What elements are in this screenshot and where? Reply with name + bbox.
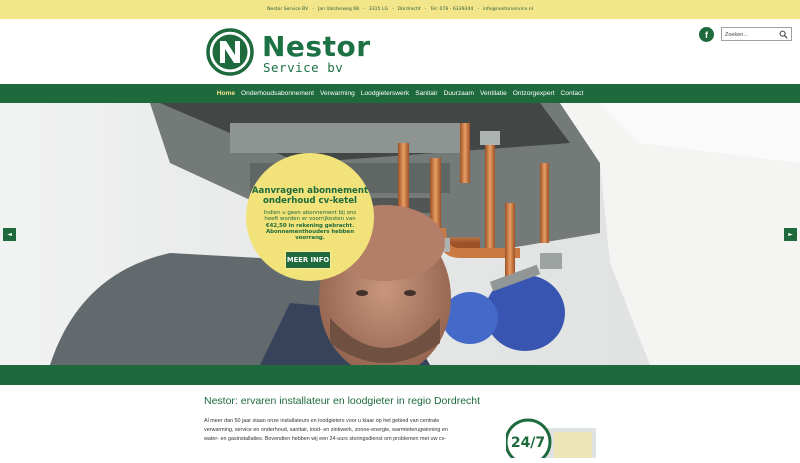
promo-title-line-2: onderhoud cv-ketel xyxy=(263,196,357,206)
brand-name[interactable]: Nestor xyxy=(262,30,371,63)
promo-circle xyxy=(246,153,374,281)
meer-info-button[interactable]: MEER INFO xyxy=(285,251,331,269)
brand-subtitle: Service bv xyxy=(263,60,344,75)
slider-prev-icon: ◄ xyxy=(7,231,12,238)
nav-item-ventilatie[interactable]: Ventilatie xyxy=(480,90,507,97)
promo-text-line-5: voorrang. xyxy=(295,235,325,242)
nav-item-contact[interactable]: Contact xyxy=(560,90,584,97)
search-box xyxy=(721,27,792,41)
promo-title xyxy=(246,186,374,206)
topbar-street: Jan Valsterweg 68 xyxy=(317,7,360,12)
hero-image xyxy=(0,103,800,365)
promo-text-line-3: €42,50 in rekening gebracht. xyxy=(265,222,355,229)
service-247-badge xyxy=(506,418,596,458)
slider-next-button[interactable] xyxy=(784,228,797,241)
slider-next-icon: ► xyxy=(788,231,793,238)
topbar-separator: - xyxy=(477,7,479,12)
promo-text xyxy=(260,210,360,241)
facebook-letter: f xyxy=(705,29,708,40)
page-title: Nestor: ervaren installateur en loodgieter in regio Dordrecht xyxy=(204,395,481,407)
facebook-icon[interactable] xyxy=(699,27,714,42)
promo-text-line-1: Indien u geen abonnement bij ons xyxy=(263,210,357,216)
nav-item-sanitair[interactable]: Sanitair xyxy=(415,90,438,97)
nav-item-loodgieterswerk[interactable]: Loodgieterswerk xyxy=(360,90,410,97)
nav-item-duurzaam[interactable]: Duurzaam xyxy=(443,90,474,97)
badge-247-icon xyxy=(506,418,596,458)
promo-text-line-4: Abonnementhouders hebben xyxy=(265,228,355,235)
intro-line-1: Al meer dan 50 jaar staan onze installateurs en loodgieters voor u klaar op het gebied van centrale xyxy=(204,418,440,424)
topbar-email[interactable]: info@nestorservice.nl xyxy=(482,7,533,12)
intro-line-3: water- en gasinstallaties. Bovendien hebben wij een 24-uurs storingsdienst om problemen met uw cv- xyxy=(204,436,447,443)
main-navigation xyxy=(0,84,800,103)
topbar-postcode: 3315 LG xyxy=(368,7,389,12)
hero-slider xyxy=(0,103,800,365)
nav-item-verwarming[interactable]: Verwarming xyxy=(320,90,355,97)
promo-title-line-1: Aanvragen abonnement xyxy=(251,186,369,196)
promo-text-line-2: heeft worden er voorrijkosten van xyxy=(264,216,356,223)
topbar-phone[interactable]: Tel: 078 - 6339344 xyxy=(430,7,474,12)
nav-item-ontzorgexpert[interactable]: Ontzorgexpert xyxy=(512,90,555,97)
topbar-city: Dordrecht xyxy=(397,7,421,12)
search-input[interactable] xyxy=(725,29,781,40)
logo-mark-icon[interactable] xyxy=(206,28,254,76)
hero-bottom-band xyxy=(0,365,800,385)
topbar-separator: - xyxy=(424,7,427,12)
top-info-bar xyxy=(0,0,800,19)
topbar-separator: - xyxy=(312,7,314,12)
site-header xyxy=(0,19,800,84)
badge-247-text: 24/7 xyxy=(510,435,546,451)
nav-item-onderhoudsabonnement[interactable]: Onderhoudsabonnement xyxy=(241,90,314,97)
topbar-company: Nestor Service BV xyxy=(267,7,309,12)
intro-line-2: verwarming, service en onderhoud, sanitair, lood- en zinkwerk, zonne-energie, warmteterugwinning en xyxy=(204,427,448,434)
intro-paragraph xyxy=(204,417,484,445)
search-icon[interactable] xyxy=(779,30,788,39)
topbar-separator: - xyxy=(363,7,365,12)
nav-item-home[interactable]: Home xyxy=(216,90,236,97)
slider-prev-button[interactable] xyxy=(3,228,16,241)
topbar-separator: - xyxy=(392,7,394,12)
